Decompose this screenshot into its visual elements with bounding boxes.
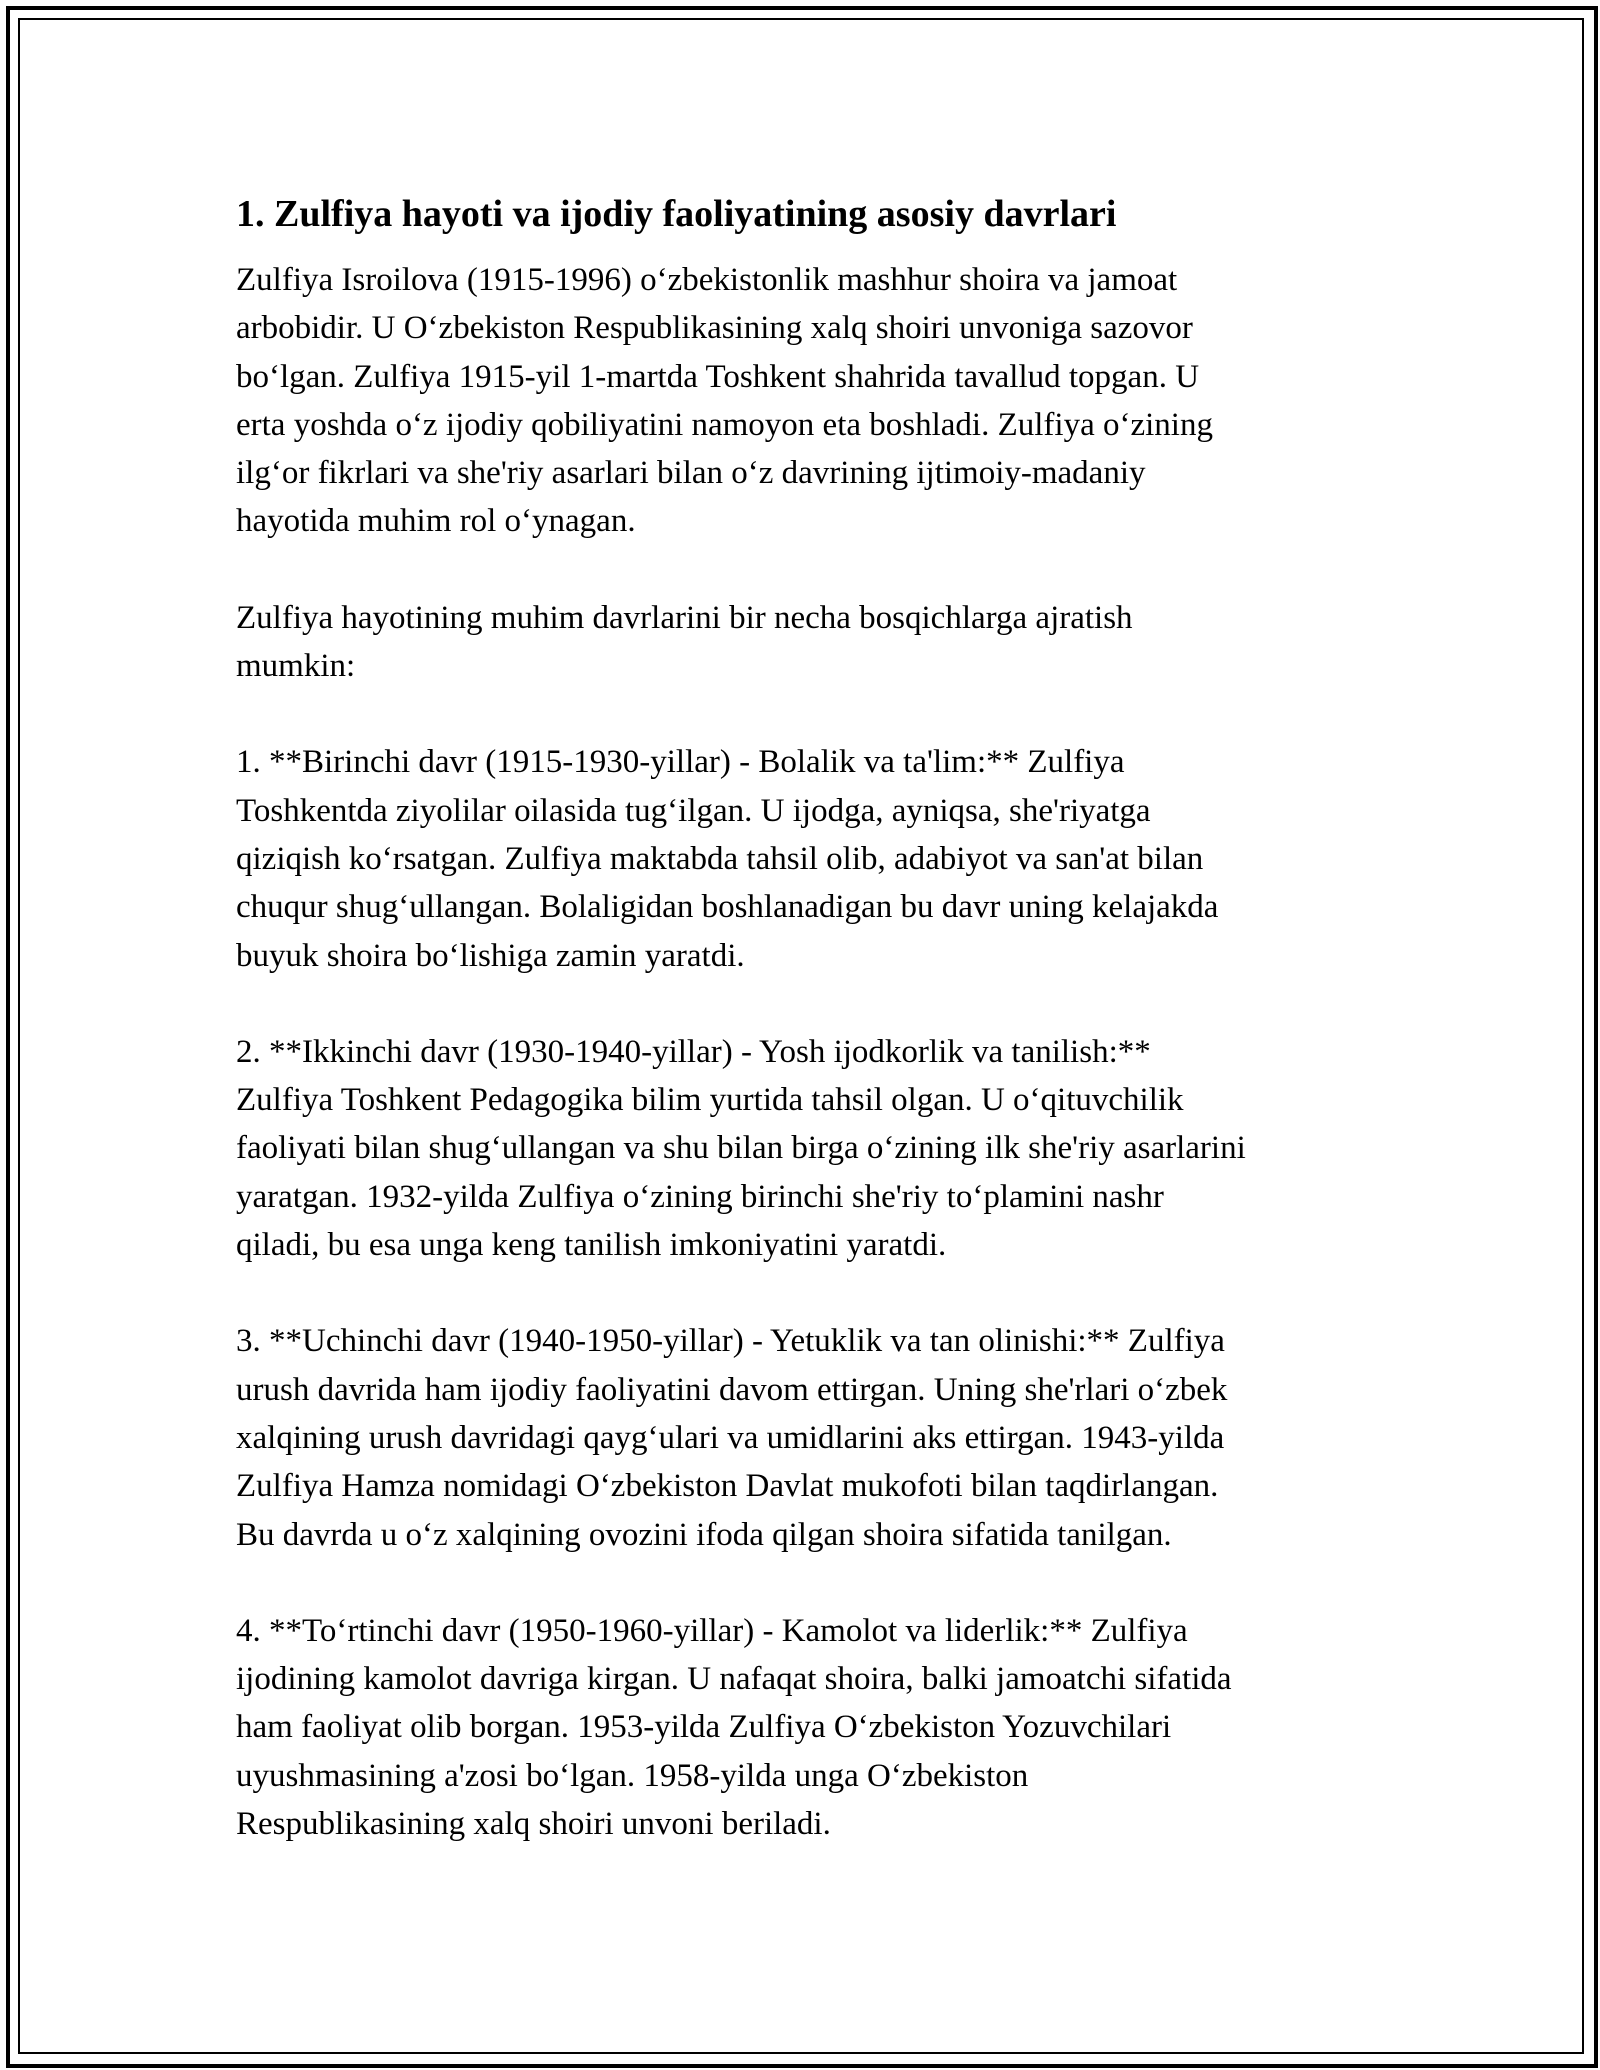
paragraph-line: ilg‘or fikrlari va she'riy asarlari bilan o‘z davrining ijtimoiy-madaniy — [236, 455, 1146, 492]
paragraph-line: ijodining kamolot davriga kirgan. U nafaqat shoira, balki jamoatchi sifatida — [236, 1661, 1232, 1698]
period-4-paragraph — [236, 1607, 1386, 1848]
paragraph-line: yaratgan. 1932-yilda Zulfiya o‘zining birinchi she'riy to‘plamini nashr — [236, 1178, 1164, 1215]
paragraph-line: erta yoshda o‘z ijodiy qobiliyatini namoyon eta boshladi. Zulfiya o‘zining — [236, 406, 1213, 443]
paragraph-line: Zulfiya Isroilova (1915-1996) o‘zbekistonlik mashhur shoira va jamoat — [236, 262, 1178, 298]
paragraph-line: qiladi, bu esa unga keng tanilish imkoniyatini yaratdi. — [236, 1227, 947, 1264]
paragraph-line: 3. **Uchinchi davr (1940-1950-yillar) - Yetuklik va tan olinishi:** Zulfiya — [236, 1323, 1225, 1360]
paragraph-line: chuqur shug‘ullangan. Bolaligidan boshlanadigan bu davr uning kelajakda — [236, 889, 1219, 926]
paragraphs-container — [236, 256, 1386, 1848]
period-1-paragraph — [236, 738, 1386, 979]
paragraph-line: buyuk shoira bo‘lishiga zamin yaratdi. — [236, 937, 745, 974]
paragraph-line: Zulfiya Toshkent Pedagogika bilim yurtida tahsil olgan. U o‘qituvchilik — [236, 1082, 1184, 1119]
periods-intro-paragraph — [236, 594, 1386, 691]
paragraph-line: bo‘lgan. Zulfiya 1915-yil 1-martda Toshkent shahrida tavallud topgan. U — [236, 358, 1200, 395]
paragraph-line: uyushmasining a'zosi bo‘lgan. 1958-yilda unga O‘zbekiston — [236, 1757, 1029, 1794]
paragraph-line: Toshkentda ziyolilar oilasida tug‘ilgan. U ijodga, ayniqsa, she'riyatga — [236, 792, 1151, 829]
paragraph-line: Respublikasining xalq shoiri unvoni beriladi. — [236, 1806, 831, 1843]
paragraph-line: qiziqish ko‘rsatgan. Zulfiya maktabda tahsil olib, adabiyot va san'at bilan — [236, 840, 1204, 877]
document-body — [236, 186, 1386, 1896]
period-2-paragraph — [236, 1028, 1386, 1269]
period-3-paragraph — [236, 1317, 1386, 1558]
paragraph-line: mumkin: — [236, 648, 356, 685]
paragraph-line: Zulfiya Hamza nomidagi O‘zbekiston Davlat mukofoti bilan taqdirlangan. — [236, 1468, 1219, 1505]
paragraph-line: 1. **Birinchi davr (1915-1930-yillar) - Bolalik va ta'lim:** Zulfiya — [236, 744, 1125, 781]
intro-paragraph — [236, 256, 1386, 546]
paragraph-line: 4. **To‘rtinchi davr (1950-1960-yillar) - Kamolot va liderlik:** Zulfiya — [236, 1612, 1188, 1649]
paragraph-line: faoliyati bilan shug‘ullangan va shu bilan birga o‘zining ilk she'riy asarlarini — [236, 1130, 1246, 1167]
paragraph-line: Bu davrda u o‘z xalqining ovozini ifoda qilgan shoira sifatida tanilgan. — [236, 1516, 1172, 1553]
section-heading: 1. Zulfiya hayoti va ijodiy faoliyatining asosiy davrlari — [236, 193, 1117, 235]
paragraph-line: 2. **Ikkinchi davr (1930-1940-yillar) - Yosh ijodkorlik va tanilish:** — [236, 1033, 1151, 1070]
paragraph-line: Zulfiya hayotining muhim davrlarini bir necha bosqichlarga ajratish — [236, 599, 1133, 636]
paragraph-line: arbobidir. U O‘zbekiston Respublikasining xalq shoiri unvoniga sazovor — [236, 310, 1193, 347]
paragraph-line: xalqining urush davridagi qayg‘ulari va umidlarini aks ettirgan. 1943-yilda — [236, 1419, 1225, 1456]
paragraph-line: urush davrida ham ijodiy faoliyatini davom ettirgan. Uning she'rlari o‘zbek — [236, 1371, 1228, 1408]
paragraph-line: hayotida muhim rol o‘ynagan. — [236, 503, 636, 540]
paragraph-line: ham faoliyat olib borgan. 1953-yilda Zulfiya O‘zbekiston Yozuvchilari — [236, 1709, 1172, 1746]
